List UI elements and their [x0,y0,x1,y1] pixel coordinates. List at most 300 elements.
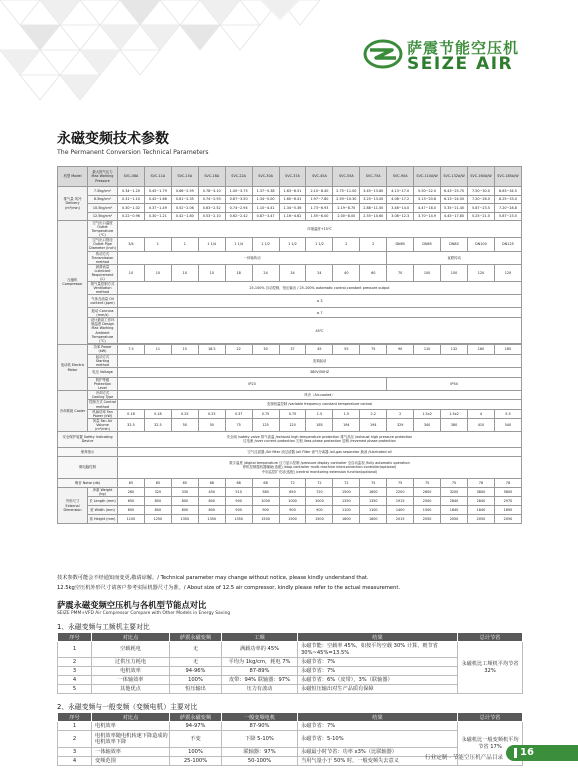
spec-cell: 75 [225,418,252,431]
cmp2-cell: 当用气量小于 50% 时，一般变频失去意义 [298,757,458,766]
spec-row [58,478,522,487]
spec-cell: 2050 [441,515,468,524]
spec-cell: 0.25 [171,409,198,418]
spec-cell: 160 [467,344,494,354]
spec-cell: 650 [118,497,145,506]
spec-cell: 空气出口管径 Outlet Pipe Diameter (inch) [89,238,116,251]
cmp1-cell: 其他优点 [92,685,170,694]
delivery-value: 0.63~2.52 [198,204,225,213]
section2-title: 萨震永磁变频空压机与各机型节能点对比 [57,600,207,610]
cmp2-cell: 电机效率 [92,722,170,731]
spec-cell: 润滑油量 Lubricant Requirement (L) [88,264,118,281]
spec-cell: 7.5 [118,344,145,354]
spec-cell: 空气出口温度 Outlet Temperature (℃) [88,221,118,238]
spec-row [58,456,522,478]
spec-cell: 55 [333,344,360,354]
cmp2-header-row [58,713,523,722]
cmp2-cell: 一体轴效率 [92,748,170,757]
spec-cell: 0.25 [198,409,225,418]
spec-row [58,506,522,515]
cmp2-row [58,731,523,748]
spec-cell: 800 [198,497,225,506]
spec-cell: 1.5 [333,409,360,418]
delivery-value: 1.37~5.38 [252,187,279,196]
spec-cell: 30 [252,344,279,354]
spec-cell: 1840 [441,506,468,515]
spec-cell: 10 [144,264,171,281]
spec-header-pressure: 最大排气压力 Max Working Pressure [88,167,118,187]
spec-cell: 32.5 [118,418,145,431]
cmp1-cell: 100% [170,676,222,685]
spec-cell: 340 [414,418,441,431]
spec-cell: 排气量控制方式 Ventilation method [88,282,118,295]
spec-cell: 32.5 [144,418,171,431]
control-cell [118,456,522,478]
spec-cell: 0.75 [252,409,279,418]
spec-cell: 1000 [279,497,306,506]
spec-cell: 1500 [414,506,441,515]
spec-cell: 环境温度+15℃ [118,221,522,238]
brand-name-en: SEIZE AIR [407,54,514,74]
brand-name-cn: 萨震节能空压机 [407,39,520,57]
delivery-value: 5.13~20.8 [414,195,441,204]
delivery-value: 6.43~25.70 [441,187,468,196]
spec-cell: 45℃ [118,318,522,343]
delivery-value: 5.87~23.5 [467,204,494,213]
spec-row [58,282,522,295]
delivery-value: 4.47~18.0 [414,204,441,213]
spec-cell: 65 [171,478,198,487]
spec-model-cell: SVC-11A [144,167,171,187]
spec-row [58,409,522,418]
delivery-value: 5.87~23.5 [494,212,521,221]
spec-cell: 10 [118,264,145,281]
delivery-value: 3.48~14.0 [387,204,414,213]
spec-model-cell: SVC-45A [306,167,333,187]
spec-cell: 65 [118,478,145,487]
cmp1-body [58,642,523,694]
spec-cell: 125 [252,418,279,431]
spec-cell: 1 1/2 [279,238,306,251]
cmp1-cell: 5 [58,685,92,694]
spec-cell: 直联传动 [387,251,522,264]
spec-cell: 2 [360,238,387,251]
cmp1-header-row [58,633,523,642]
delivery-value: 8.25~33.0 [494,195,521,204]
spec-cell: 90 [387,344,414,354]
spec-cell: 2 [387,409,414,418]
spec-cell: 1500 [252,515,279,524]
brand-logo [363,36,553,76]
delivery-value: 2.10~8.40 [306,187,333,196]
spec-cell: 1250 [144,515,171,524]
spec-cell: 2050 [467,515,494,524]
spec-table [57,166,522,524]
delivery-value: 1.10~4.41 [252,204,279,213]
cmp1-cell: 空载耗电 [92,642,170,658]
control-line: 中央监控扩充站(选配) /central monitoring extension function(optional) [261,469,378,474]
pressure-label: 12.5kg/cm² [88,212,118,221]
delivery-value: 4.45~17.80 [441,212,468,221]
cmp1-row [58,642,523,658]
spec-cell: 185 [306,418,333,431]
delivery-value: 0.66~2.59 [171,187,198,196]
spec-cell: 起动方式 Starting method [88,354,118,367]
cmp1-cell: 平均为 1kg/cm，耗电 7% [222,658,298,667]
spec-cell: 传动方式 Transmission method [88,251,118,264]
spec-cell: 24 [306,264,333,281]
spec-cell: 2970 [494,497,521,506]
spec-cell: 1890 [494,506,521,515]
spec-cell: 11 [144,344,171,354]
delivery-value: 0.30~1.21 [144,212,171,221]
spec-cell: 450 [198,487,225,496]
spec-cell: 510 [225,487,252,496]
spec-cell: DN65 [414,238,441,251]
spec-cell: 微电脑控制 [58,456,118,478]
delivery-value: 0.78~3.10 [198,187,225,196]
footer-text: 行业定制 · 节能空压机产品目录 [425,755,504,761]
spec-cell: 329 [387,418,414,431]
delivery-value: 0.87~3.50 [225,195,252,204]
cmp2-cell: 下降 5-10% [222,731,298,748]
cmp1-cell: 无 [170,658,222,667]
delivery-value: 0.52~2.06 [171,204,198,213]
cmp2-cell: 永磁节省：7% [298,722,458,731]
spec-row [58,497,522,506]
spec-cell: 50 [171,418,198,431]
delivery-value: 5.25~21.0 [467,212,494,221]
spec-cell: 75 [360,344,387,354]
cmp2-header: 萨震永磁变频 [170,713,222,722]
delivery-value: 0.61~2.35 [171,195,198,204]
cmp1-subtitle: 1、永磁变频与工频机主要对比 [57,623,150,631]
notes [57,574,527,593]
cmp1-cell: 无 [170,642,222,658]
spec-cell: 2050 [414,515,441,524]
spec-cell: 5.5 [494,409,521,418]
spec-cell: 50 [198,418,225,431]
spec-cell: 2500 [414,497,441,506]
spec-cell: 2 [333,238,360,251]
spec-cell: 132 [441,344,468,354]
delivery-value: 5.50~22.0 [414,187,441,196]
spec-cell: 1350 [360,497,387,506]
note-line: 12.5kg空压机外形尺寸请客户参考实际机器尺寸为准。/ About size of 12.5 air compressor, kindly please refer to the actual measurement. [57,584,401,591]
spec-cell: IP23 [118,378,387,391]
cmp2-cell: 永磁节省：5-10% [298,731,458,748]
spec-cell: 1.5 [306,409,333,418]
spec-cell: 振动 Concuss (mm/s) [88,308,118,318]
cmp1-cell: 永磁节省：7% [298,658,458,667]
spec-model-cell: SVC-90A [387,167,414,187]
delivery-value: 1.73~6.93 [306,204,333,213]
spec-row [58,354,522,367]
spec-cell: 75 [360,478,387,487]
header-pattern [0,0,330,110]
spec-row [58,264,522,281]
spec-cell: 75 [387,478,414,487]
delivery-value: 1.63~6.51 [279,187,306,196]
delivery-value: 3.45~13.80 [360,187,387,196]
spec-cell: 0.37 [225,409,252,418]
cmp1-row [58,676,523,685]
delivery-value: 4.08~17.2 [387,195,414,204]
cmp2-cell: 永磁最小时节省：功率 x3%（比联轴器） [298,748,458,757]
spec-cell: 1800 [360,487,387,496]
spec-row [58,195,522,204]
spec-cell: 650 [118,506,145,515]
spec-cell: 0.18 [144,409,171,418]
spec-cell: 10 [198,264,225,281]
spec-cell: 1000 [252,497,279,506]
spec-cell: 800 [198,506,225,515]
cmp1-cell: 过供压力耗电 [92,658,170,667]
spec-model-cell: SVC-185A/W [494,167,521,187]
spec-cell: ≤ 7 [118,308,522,318]
spec-model-cell: SVC-15A [171,167,198,187]
spec-cell: 1 [171,238,198,251]
delivery-value: 0.45~1.79 [144,187,171,196]
cmp1-cell: 1 [58,642,92,658]
spec-row [58,318,522,343]
delivery-value: 0.87~3.47 [252,212,279,221]
cmp1-row [58,685,523,694]
spec-cell: 320 [144,487,171,496]
delivery-value: 1.55~6.00 [306,212,333,221]
delivery-value: 0.30~1.02 [118,204,145,213]
cmp2-cell: 变频范围 [92,757,170,766]
spec-cell: 110 [414,344,441,354]
cmp2-header: 对比点 [92,713,170,722]
delivery-value: 7.20~28.0 [467,195,494,204]
spec-model-cell: SVC-37A [279,167,306,187]
spec-cell: 120 [467,264,494,281]
page-subtitle: The Permanent Conversion Technical Parameters [57,149,209,156]
page-title: 永磁变频技术参数 [57,131,169,147]
section2-subtitle: SEIZE PMM+VFD Air Compressor Compare with Other Models in Energy Saving [57,611,231,616]
spec-cell: 800 [144,497,171,506]
cmp2-cell: 不变 [170,731,222,748]
spec-cell: 1600 [333,515,360,524]
cmp2-cell: 电机效率随电机转速下降造成的电机效率下降 [92,731,170,748]
badge-bar [514,748,517,758]
spec-cell: 设计最高工作环境温度 Design Max Working Ambient Temperature (℃) [88,318,118,343]
delivery-value: 7.50~30.0 [467,187,494,196]
spec-cell: 25-100% 自动控制，恒压输出 / 25-100% automatic control,constant pressure output [118,282,522,295]
spec-header-row [58,167,522,187]
delivery-value: 2.19~8.70 [333,204,360,213]
spec-cell: 空气过滤器 /Air filter 油过滤器 /oil Filter 油气分离器 /oil-gas separator 换油 /lubricated oil [118,447,522,456]
cmp2-cell: 联轴器：97% [222,748,298,757]
cmp2-cell: 25-100% [170,757,222,766]
cmp1-cell: 2 [58,658,92,667]
spec-cell: 540 [494,418,521,431]
spec-cell: 2050 [494,515,521,524]
spec-cell: 68 [198,478,225,487]
page-number: 16 [520,747,534,758]
spec-cell: 40 [333,264,360,281]
spec-model-cell: SVC-75A [360,167,387,187]
spec-cell: 120 [279,418,306,431]
spec-row [58,221,522,238]
spec-cell: 1000 [306,497,333,506]
compressor-group-label: 压缩机 Compressor [58,221,88,345]
spec-cell: 风扇功率 Fan Power (kW) [88,409,118,418]
cmp2-header: 结果 [298,713,458,722]
spec-cell: 2840 [467,497,494,506]
spec-cell: 900 [279,506,306,515]
spec-cell: 1400 [387,506,414,515]
delivery-value: 0.42~1.66 [144,195,171,204]
spec-cell: 410 [467,418,494,431]
spec-cell: 194 [360,418,387,431]
spec-cell: 1840 [467,506,494,515]
spec-cell: ≤ 3 [118,295,522,308]
spec-cell: 60 [360,264,387,281]
safety-line: 安全阀 /safety valve 排气高温 /exhaust high temperature protection 排气高压 /exhaust high pressure protection [226,435,413,440]
delivery-value: 0.31~1.10 [118,195,145,204]
spec-cell: 72 [306,478,333,487]
cmp1-header: 总计节省 [458,633,523,642]
delivery-value: 0.74~2.93 [198,195,225,204]
seize-logo-icon [363,36,403,72]
spec-cell: 900 [306,506,333,515]
delivery-value: 6.13~24.50 [441,195,468,204]
spec-cell: 75 [441,478,468,487]
cmp1-cell: 电机效率 [92,667,170,676]
spec-cell: 900 [225,506,252,515]
spec-row [58,368,522,378]
spec-cell: 变频恒温控制 /variable frequency constant temperature control [118,400,522,409]
spec-cell: 650 [279,487,306,496]
spec-row [58,308,522,318]
safety-cell [118,431,522,447]
cmp1-cell: 3 [58,667,92,676]
spec-cell: DN65 [387,238,414,251]
spec-cell: 冷却方式 Cooling Type [88,391,118,400]
spec-cell: 1 1/2 [252,238,279,251]
spec-cell: 800 [171,497,198,506]
spec-cell: 5800 [494,487,521,496]
delivery-value: 2.00~8.00 [333,212,360,221]
spec-cell: 800 [171,506,198,515]
delivery-value: 1.16~4.62 [279,212,306,221]
spec-cell: 气体含油量 Oil content (ppm) [88,295,118,308]
spec-cell: 1.5x2 [414,409,441,418]
spec-row [58,400,522,409]
spec-cell: 194 [333,418,360,431]
spec-cell: 185 [494,344,521,354]
motor-group-label: 电动机 Electric Motor [58,344,88,390]
spec-cell: 1600 [360,515,387,524]
cmp1-cell: 87-89% [222,667,298,676]
spec-cell: 380 [441,418,468,431]
spec-cell: DN125 [494,238,521,251]
spec-cell: 保养指示 [58,447,118,456]
spec-model-cell: SVC-132A/W [441,167,468,187]
spec-cell: DN100 [467,238,494,251]
spec-model-cell: SVC-160A/W [467,167,494,187]
control-line: 数字温度 /digital temperature 压力显示控制 /pressure display controller 全自动监视 /fully automatic operation [229,461,410,466]
spec-cell: 1100 [118,515,145,524]
spec-cell: 900 [252,506,279,515]
spec-cell: 变频起动 [118,354,522,367]
spec-cell: 防护等级 Protection Level [88,378,118,391]
delivery-value: 0.37~1.49 [144,204,171,213]
cmp1-header: 工频 [222,633,298,642]
cmp1-header: 萨震永磁变频 [170,633,222,642]
spec-cell: 1100 [333,506,360,515]
delivery-value: 2.59~10.30 [333,195,360,204]
spec-cell: 1 1/2 [306,238,333,251]
spec-row [58,187,522,196]
delivery-label: 排气量 风冷 Delivery (m³/min) [58,187,88,221]
spec-cell: 72 [279,478,306,487]
delivery-value: 0.74~2.94 [225,204,252,213]
cmp2-header: 总计节省 [458,713,523,722]
cmp1-cell: 永磁节能：空载率 45%，如按平均空载 30% 计算，则节省 30%~45%=13.5% [298,642,458,658]
comparison-table-1 [57,632,523,694]
cmp1-cell: 压力有波动 [222,685,298,694]
spec-model-cell: SVC-18A [198,167,225,187]
spec-cell: 100 [441,264,468,281]
cooler-group-label: 冷却系统 Cooler [58,391,88,432]
spec-cell: 0.75 [279,409,306,418]
cmp1-cell: 4 [58,676,92,685]
spec-cell: 高 Height (mm) [88,515,118,524]
spec-cell: 70 [387,264,414,281]
dimension-group-label: 外形尺寸 External Dimension [58,487,88,523]
cmp2-cell: 50-100% [222,757,298,766]
cmp1-cell: 永磁恒压输出对生产品质有保障 [298,685,458,694]
spec-row [58,251,522,264]
page-number-badge [506,745,578,761]
delivery-value: 1.97~7.80 [306,195,333,204]
spec-cell: 3/4 [118,238,145,251]
delivery-value: 3.70~14.9 [414,212,441,221]
cmp2-header: 一般变频电机 [222,713,298,722]
spec-cell: 3800 [467,487,494,496]
safety-line: 过电流 /over current protection 欠相 /less phase protection 逆相 /reversed phase protection [243,439,396,444]
spec-cell: 2015 [387,515,414,524]
cmp2-cell: 100% [170,748,222,757]
cmp2-cell: 87-90% [222,722,298,731]
spec-cell: 37 [279,344,306,354]
spec-row [58,238,522,251]
spec-row [58,431,522,447]
cmp1-cell: 皮带：94% 联轴器：97% [222,676,298,685]
spec-cell: 1 1/4 [225,238,252,251]
spec-cell: 45 [306,344,333,354]
spec-cell: 安全保护装置 Safety Indicating Device [58,431,118,447]
spec-body [58,187,522,524]
delivery-value: 2.88~11.50 [360,204,387,213]
spec-cell: 68 [252,478,279,487]
spec-cell: 10 [171,264,198,281]
delivery-value: 3.08~12.3 [387,212,414,221]
spec-row [58,447,522,456]
delivery-value: 0.42~1.80 [171,212,198,221]
spec-cell: 15 [171,344,198,354]
cmp1-cell: 满载功率的 45% [222,642,298,658]
cmp1-row [58,658,523,667]
spec-header-model: 机型 Model [58,167,88,187]
spec-cell: 720 [306,487,333,496]
spec-cell: 18.5 [198,344,225,354]
spec-cell: DN80 [441,238,468,251]
spec-cell: 4 [467,409,494,418]
